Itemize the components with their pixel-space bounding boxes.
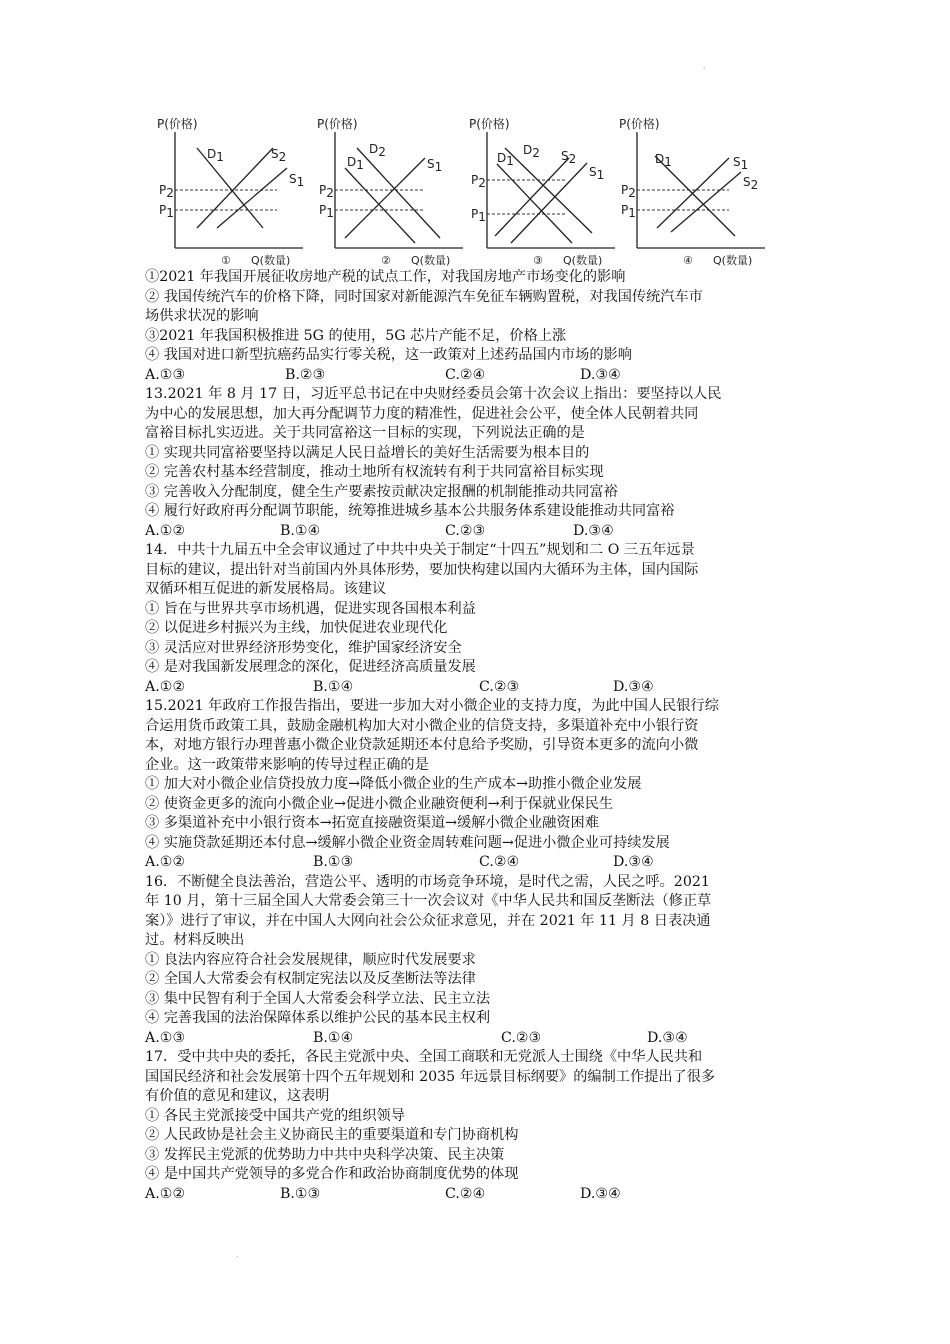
x-axis-label: Q(数量) [411, 254, 451, 267]
q12-item-4: ④ 我国对进口新型抗癌药品实行零关税，这一政策对上述药品国内市场的影响 [145, 347, 632, 363]
x-axis-label: Q(数量) [563, 254, 603, 267]
q16-stem-line: 过。材料反映出 [145, 932, 245, 948]
price-level-label: P1 [159, 203, 174, 220]
chart-svg [467, 118, 627, 268]
option-b: B.①③ [280, 1185, 321, 1202]
curve-label: S2 [561, 149, 577, 166]
question-14 [145, 541, 825, 697]
price-level-label: P1 [471, 207, 486, 224]
q13-item-2: ② 完善农村基本经营制度，推动土地所有权流转有利于共同富裕目标实现 [145, 464, 604, 480]
q17-item-3: ③ 发挥民主党派的优势助力中共中央科学决策、民主决策 [145, 1146, 505, 1163]
option-c: C.②③ [479, 678, 520, 695]
q14-item-3: ③ 灵活应对世界经济形势变化，维护国家经济安全 [145, 639, 462, 656]
q16-item-1: ① 良法内容应符合社会发展规律，顺应时代发展要求 [145, 951, 476, 968]
q15-item-2: ② 使资金更多的流向小微企业→促进小微企业融资便利→利于保就业保民生 [145, 795, 614, 812]
curve-label: S1 [289, 172, 305, 189]
curve-label: S1 [427, 157, 443, 174]
curve-label: D1 [497, 151, 514, 168]
y-axis-label: P(价格) [317, 117, 358, 131]
scan-dot: ' [703, 66, 706, 75]
price-level-label: P2 [159, 183, 174, 200]
curve-s1 [511, 163, 587, 243]
chart-1 [155, 118, 315, 268]
q16-item-3: ③ 集中民智有利于全国人大常委会科学立法、民主立法 [145, 990, 491, 1007]
q15-stem-line: 合运用货币政策工具，鼓励金融机构加大对小微企业的信贷支持，多渠道补充中小银行资 [145, 717, 699, 734]
question-12 [145, 268, 825, 385]
q15-item-3: ③ 多渠道补充中小银行资本→拓宽直接融资渠道→缓解小微企业融资困难 [145, 815, 599, 831]
curve-d1 [497, 164, 572, 243]
question-15 [145, 697, 825, 873]
curve-d2 [505, 148, 592, 233]
option-a: A.①③ [145, 1029, 186, 1046]
chart-number: ④ [683, 254, 693, 267]
chart-svg [617, 118, 777, 268]
chart-2 [315, 118, 475, 268]
q16-options [145, 1029, 825, 1049]
option-b: B.①④ [313, 1029, 354, 1046]
q16-item-2: ② 全国人大常委会有权制定宪法以及反垄断法等法律 [145, 971, 476, 987]
price-level-label: P1 [621, 203, 636, 220]
curve-label: D1 [207, 147, 224, 164]
q14-stem-line: 14．中共十九届五中全会审议通过了中共中央关于制定“十四五”规划和二 O 三五年远景 [145, 542, 695, 558]
x-axis-label: Q(数量) [713, 254, 753, 267]
q15-item-1: ① 加大对小微企业信贷投放力度→降低小微企业的生产成本→助推小微企业发展 [145, 776, 642, 792]
q17-item-1: ① 各民主党派接受中国共产党的组织领导 [145, 1107, 405, 1124]
curve-s2 [495, 158, 569, 236]
q12-item-3: ③2021 年我国积极推进 5G 的使用，5G 芯片产能不足，价格上涨 [145, 327, 567, 344]
q12-options [145, 366, 825, 386]
q12-item-2-cont: 场供求状况的影响 [145, 308, 259, 324]
q15-item-4: ④ 实施贷款延期还本付息→缓解小微企业资金周转难问题→促进小微企业可持续发展 [145, 834, 670, 851]
q14-stem-line: 双循环相互促进的新发展格局。该建议 [145, 581, 387, 597]
q14-stem-line: 目标的建议，提出针对当前国内外具体形势，要加快构建以国内大循环为主体，国内国际 [145, 561, 699, 578]
option-a: A.①② [145, 854, 186, 870]
q16-stem-line: 16．不断健全良法善治，营造公平、透明的市场竞争环境，是时代之需，人民之呼。2021 [145, 873, 710, 890]
y-axis-label: P(价格) [469, 117, 510, 131]
price-level-label: P1 [319, 203, 334, 220]
q13-stem-line: 为中心的发展思想，加大再分配调节力度的精准性，促进社会公平，使全体人民朝着共同 [145, 405, 699, 422]
q15-stem-line: 本，对地方银行办理普惠小微企业贷款延期还本付息给予奖励，引导资本更多的流向小微 [145, 737, 699, 753]
chart-4 [617, 118, 777, 268]
question-17 [145, 1048, 825, 1204]
q14-item-1: ① 旨在与世界共享市场机遇，促进实现各国根本利益 [145, 600, 476, 617]
chart-svg [315, 118, 475, 268]
q16-item-4: ④ 完善我国的法治保障体系以维护公民的基本民主权利 [145, 1010, 491, 1026]
curve-label: D1 [655, 152, 672, 169]
x-axis-label: Q(数量) [251, 254, 291, 267]
q17-options [145, 1185, 825, 1205]
curve-label: S1 [589, 165, 605, 182]
q15-options [145, 853, 825, 873]
option-a: A.①③ [145, 366, 186, 383]
option-a: A.①② [145, 678, 186, 695]
option-d: D.③④ [573, 522, 614, 539]
scan-dot: . [236, 1250, 239, 1259]
exam-page [145, 118, 825, 1204]
option-c: C.②④ [445, 366, 486, 383]
q15-stem-line: 15.2021 年政府工作报告指出，要进一步加大对小微企业的支持力度，为此中国人民银行综 [145, 698, 719, 714]
q17-stem-line: 国国民经济和社会发展第十四个五年规划和 2035 年远景目标纲要》的编制工作提出了很多 [145, 1068, 716, 1085]
q14-item-4: ④ 是对我国新发展理念的深化，促进经济高质量发展 [145, 659, 476, 675]
curve-label: S2 [271, 147, 287, 164]
option-d: D.③④ [613, 854, 654, 870]
option-d: D.③④ [580, 366, 621, 383]
option-c: C.②④ [445, 1185, 486, 1202]
chart-number: ① [221, 254, 231, 267]
q17-item-2: ② 人民政协是社会主义协商民主的重要渠道和专门协商机构 [145, 1127, 519, 1143]
q17-stem-line: 17．受中共中央的委托，各民主党派中央、全国工商联和无党派人士围绕《中华人民共和 [145, 1049, 703, 1065]
q13-options [145, 522, 825, 542]
price-level-label: P2 [319, 183, 334, 200]
q13-stem-line: 13.2021 年 8 月 17 日，习近平总书记在中央财经委员会第十次会议上指出：要坚持以人民 [145, 386, 722, 402]
curve-label: D2 [369, 142, 386, 159]
curve-s1 [217, 168, 287, 228]
q13-item-3: ③ 完善收入分配制度，健全生产要素按贡献决定报酬的机制能推动共同富裕 [145, 483, 618, 500]
q13-item-1: ① 实现共同富裕要坚持以满足人民日益增长的美好生活需要为根本目的 [145, 444, 590, 461]
curve-label: D1 [347, 155, 364, 172]
option-d: D.③④ [580, 1185, 621, 1202]
option-b: B.①③ [313, 854, 354, 870]
option-a: A.①② [145, 1185, 186, 1202]
chart-svg [155, 118, 315, 268]
q15-stem-line: 企业。这一政策带来影响的传导过程正确的是 [145, 756, 429, 773]
q13-item-4: ④ 履行好政府再分配调节职能，统筹推进城乡基本公共服务体系建设能推动共同富裕 [145, 503, 675, 519]
question-16 [145, 873, 825, 1049]
y-axis-label: P(价格) [619, 117, 660, 131]
chart-number: ② [381, 254, 391, 267]
chart-3 [467, 118, 627, 268]
q12-item-1: ①2021 年我国开展征收房地产税的试点工作，对我国房地产市场变化的影响 [145, 269, 626, 285]
option-c: C.②④ [479, 854, 520, 870]
chart-number: ③ [533, 254, 543, 267]
option-b: B.②③ [285, 366, 326, 383]
curve-label: D2 [523, 143, 540, 160]
question-13 [145, 385, 825, 541]
q13-stem-line: 富裕目标扎实迈进。关于共同富裕这一目标的实现，下列说法正确的是 [145, 425, 585, 441]
curve-label: S2 [743, 175, 759, 192]
price-level-label: P2 [621, 183, 636, 200]
option-d: D.③④ [647, 1029, 688, 1046]
q17-item-4: ④ 是中国共产党领导的多党合作和政治协商制度优势的体现 [145, 1166, 519, 1182]
curve-label: S1 [733, 155, 749, 172]
y-axis-label: P(价格) [157, 117, 198, 131]
q16-stem-line: 年 10 月，第十三届全国人大常委会第三十一次会议对《中华人民共和国反垄断法（修正草 [145, 893, 712, 909]
supply-demand-charts [145, 118, 825, 268]
price-level-label: P2 [471, 173, 486, 190]
q17-stem-line: 有价值的意见和建议，这表明 [145, 1088, 330, 1104]
option-b: B.①④ [313, 678, 354, 695]
q16-stem-line: 案）》进行了审议，并在中国人大网向社会公众征求意见，并在 2021 年 11 月 8 日表决通 [145, 912, 711, 929]
option-d: D.③④ [613, 678, 654, 695]
option-b: B.①④ [280, 522, 321, 539]
q12-item-2: ② 我国传统汽车的价格下降，同时国家对新能源汽车免征车辆购置税，对我国传统汽车市 [145, 288, 703, 305]
option-a: A.①② [145, 522, 186, 539]
option-c: C.②③ [445, 522, 486, 539]
q14-options [145, 678, 825, 698]
option-c: C.②③ [501, 1029, 542, 1046]
q14-item-2: ② 以促进乡村振兴为主线，加快促进农业现代化 [145, 620, 448, 636]
